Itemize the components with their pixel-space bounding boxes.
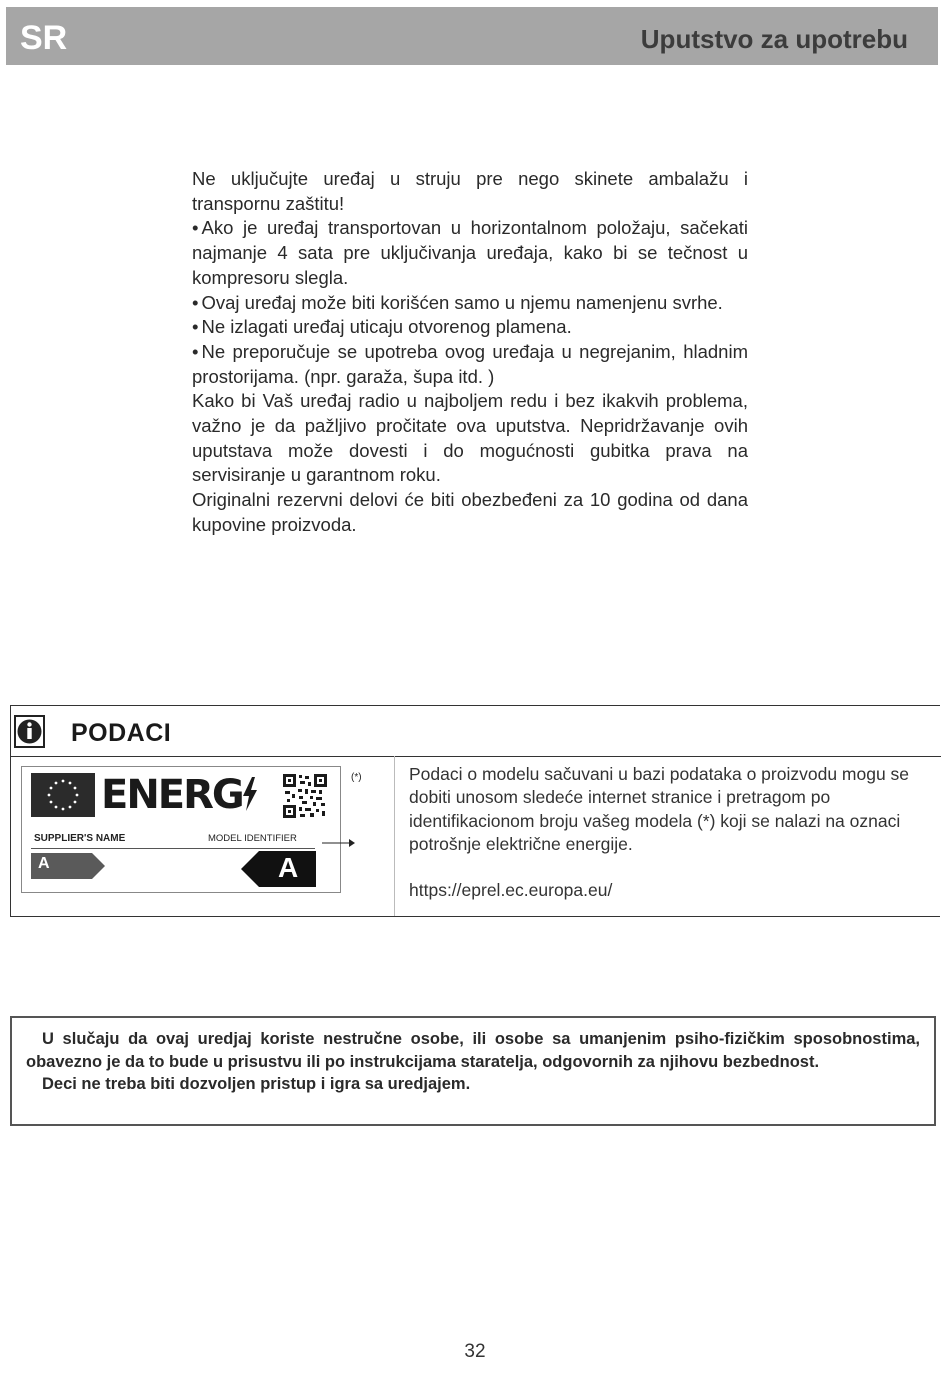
info-box bbox=[10, 705, 940, 917]
warning-children: Deci ne treba biti dozvoljen pristup i igra sa uredjajem. bbox=[42, 1075, 471, 1093]
info-box-title: PODACI bbox=[71, 719, 172, 747]
energy-class-big: A bbox=[278, 852, 299, 883]
page-number: 32 bbox=[464, 1341, 486, 1362]
info-box-text bbox=[409, 763, 929, 902]
info-icon bbox=[14, 715, 45, 748]
model-pointer-arrow bbox=[322, 839, 355, 847]
energy-class-small: A bbox=[38, 855, 50, 872]
info-box-header bbox=[11, 706, 941, 757]
manual-title: Uputstvo za upotrebu bbox=[640, 24, 908, 54]
warning-box bbox=[10, 1016, 936, 1126]
page-header bbox=[6, 7, 938, 65]
lightning-icon bbox=[241, 777, 259, 811]
paragraph-read-instructions: Kako bi Vaš uređaj radio u najboljem redu i bez ikakvih problema, važno je da pažljivo pročitate ova uputstva. Nepridržavanje ovih uputstava može dovesti i do mogućnosti gubitka prava na servisiranje u garantnom roku. bbox=[192, 390, 748, 486]
energy-wordmark: ENERG bbox=[101, 772, 243, 818]
warning-text bbox=[26, 1028, 920, 1096]
eu-flag-icon bbox=[31, 773, 95, 817]
info-box-divider bbox=[394, 756, 395, 916]
bullet-unheated: • Ne preporučuje se upotreba ovog uređaja u negrejanim, hladnim prostorijama. (npr. garaža, šupa itd. ) bbox=[192, 340, 748, 389]
bullet-transport: • Ako je uređaj transportovan u horizontalnom položaju, sačekati najmanje 4 sata pre uključivanja uređaja, kako bi se tečnost u kompresoru slegla. bbox=[192, 216, 748, 290]
instructions-text bbox=[192, 167, 748, 538]
paragraph-spare-parts: Originalni rezervni delovi će biti obezbeđeni za 10 godina od dana kupovine proizvoda. bbox=[192, 489, 748, 535]
eprel-url[interactable]: https://eprel.ec.europa.eu/ bbox=[409, 880, 613, 901]
eprel-description: Podaci o modelu sačuvani u bazi podataka o proizvodu mogu se dobiti unosom sledeće internet stranice i pretragom po identifikacionom broju vašeg modela (*) koji se nalazi na oznaci potrošnje električne energije. bbox=[409, 764, 910, 854]
label-divider bbox=[31, 848, 315, 849]
qr-code-icon bbox=[283, 774, 327, 818]
bullet-purpose: • Ovaj uređaj može biti korišćen samo u njemu namenjenu svrhe. bbox=[192, 291, 748, 316]
warning-supervision: U slučaju da ovaj uredjaj koriste nestručne osobe, ili osobe sa umanjenim psiho-fizičkim sposobnostima, obavezno je da to bude u prisustvu ili po instrukcijama staratelja, odgovornih za njihovu bezbednost. bbox=[26, 1030, 920, 1071]
model-identifier-label: MODEL IDENTIFIER bbox=[208, 833, 297, 844]
model-asterisk: (*) bbox=[351, 772, 362, 783]
paragraph-unpack: Ne uključujte uređaj u struju pre nego skinete ambalažu i transpornu zaštitu! bbox=[192, 168, 748, 214]
energy-label bbox=[21, 766, 341, 893]
supplier-name-label: SUPPLIER'S NAME bbox=[34, 833, 126, 844]
language-code: SR bbox=[20, 19, 68, 57]
bullet-flame: • Ne izlagati uređaj uticaju otvorenog plamena. bbox=[192, 315, 748, 340]
